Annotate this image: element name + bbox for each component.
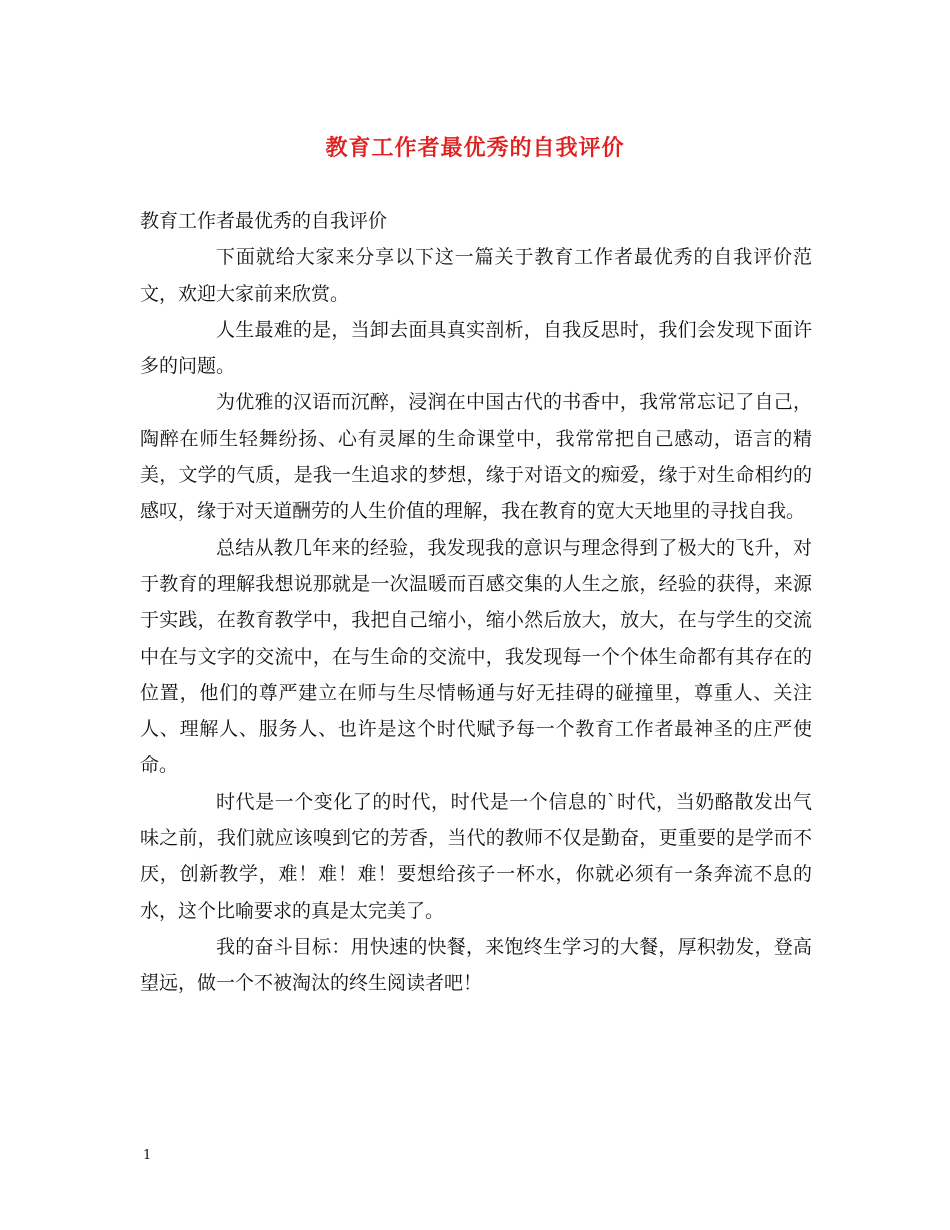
paragraph-reflection: 人生最难的是，当卸去面具真实剖析，自我反思时，我们会发现下面许多的问题。 bbox=[140, 318, 812, 378]
paragraph-experience: 总结从教几年来的经验，我发现我的意识与理念得到了极大的飞升，对于教育的理解我想说那就是一次温暖而百感交集的人生之旅，经验的获得，来源于实践，在教育教学中，我把自己缩小，缩小然后放大，放大，在与学生的交流中在与文字的交流中，在与生命的交流中，我发现每一个个体生命都有其存在的位置，他们的尊严建立在师与生尽情畅通与好无挂碍的碰撞里，尊重人、关注人、理解人、服务人、也许是这个时代赋予每一个教育工作者最神圣的庄严使命。 bbox=[140, 536, 812, 777]
paragraph-intro: 下面就给大家来分享以下这一篇关于教育工作者最优秀的自我评价范文，欢迎大家前来欣赏。 bbox=[140, 246, 812, 305]
paragraph-language: 为优雅的汉语而沉醉，浸润在中国古代的书香中，我常常忘记了自己，陶醉在师生轻舞纷扬、心有灵犀的生命课堂中，我常常把自己感动，语言的精美，文学的气质，是我一生追求的梦想，缘于对语文的痴爱，缘于对生命相约的感叹，缘于对天道酬劳的人生价值的理解，我在教育的宽大天地里的寻找自我。 bbox=[140, 391, 812, 523]
paragraph-era: 时代是一个变化了的时代，时代是一个信息的`时代，当奶酪散发出气味之前，我们就应该嗅到它的芳香，当代的教师不仅是勤奋，更重要的是学而不厌，创新教学，难！难！难！要想给孩子一杯水，你就必须有一条奔流不息的水，这个比喻要求的真是太完美了。 bbox=[140, 790, 812, 922]
paragraph-goal: 我的奋斗目标：用快速的快餐，来饱终生学习的大餐，厚积勃发，登高望远，做一个不被淘汰的终生阅读者吧！ bbox=[140, 935, 812, 995]
document-body bbox=[140, 203, 812, 1002]
page-number: 1 bbox=[143, 1148, 152, 1163]
document-title: 教育工作者最优秀的自我评价 bbox=[325, 135, 625, 161]
document-subtitle: 教育工作者最优秀的自我评价 bbox=[140, 210, 388, 232]
